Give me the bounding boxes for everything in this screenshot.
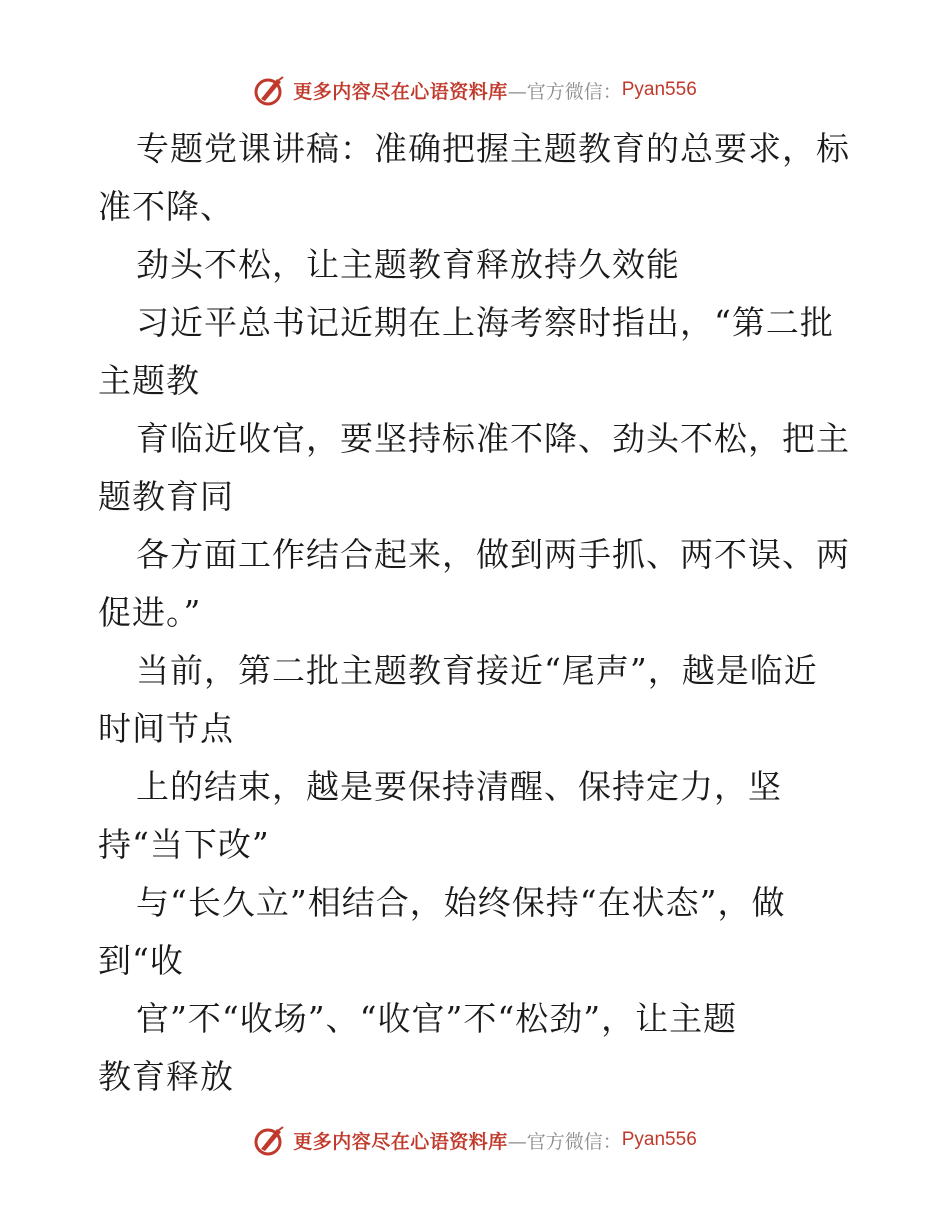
text-line: 主题教 — [98, 361, 200, 400]
text-line: 时间节点 — [98, 709, 234, 748]
text-line: 教育释放 — [98, 1057, 234, 1096]
text-line: 劲头不松，让主题教育释放持久效能 — [136, 245, 680, 284]
quill-pen-circle-icon — [253, 73, 287, 107]
document-body — [98, 120, 858, 1106]
quill-pen-circle-icon — [253, 1123, 287, 1157]
watermark-brand-text: 更多内容尽在心语资料库 — [293, 80, 508, 103]
watermark-handle-text: Pyan556 — [621, 1129, 697, 1150]
watermark-separator-text: —官方微信： — [507, 1130, 622, 1153]
text-line: 各方面工作结合起来，做到两手抓、两不误、两 — [136, 535, 850, 574]
text-line: 促进。” — [98, 593, 202, 632]
text-line: 上的结束，越是要保持清醒、保持定力，坚 — [136, 767, 782, 806]
watermark-handle-text: Pyan556 — [621, 79, 697, 100]
text-line: 习近平总书记近期在上海考察时指出，“第二批 — [136, 303, 834, 342]
text-line: 官”不“收场”、“收官”不“松劲”，让主题 — [136, 999, 738, 1038]
text-line: 题教育同 — [98, 477, 234, 516]
watermark-brand-text: 更多内容尽在心语资料库 — [293, 1130, 508, 1153]
header-watermark — [0, 70, 950, 110]
text-line: 与“长久立”相结合，始终保持“在状态”，做 — [136, 883, 786, 922]
text-line: 育临近收官，要坚持标准不降、劲头不松，把主 — [136, 419, 850, 458]
text-line: 当前，第二批主题教育接近“尾声”，越是临近 — [136, 651, 818, 690]
text-line: 到“收 — [98, 941, 184, 980]
text-line: 持“当下改” — [98, 825, 270, 864]
text-line: 准不降、 — [98, 187, 234, 226]
text-line: 专题党课讲稿：准确把握主题教育的总要求，标 — [136, 129, 850, 168]
watermark-separator-text: —官方微信： — [507, 80, 622, 103]
footer-watermark — [0, 1120, 950, 1160]
